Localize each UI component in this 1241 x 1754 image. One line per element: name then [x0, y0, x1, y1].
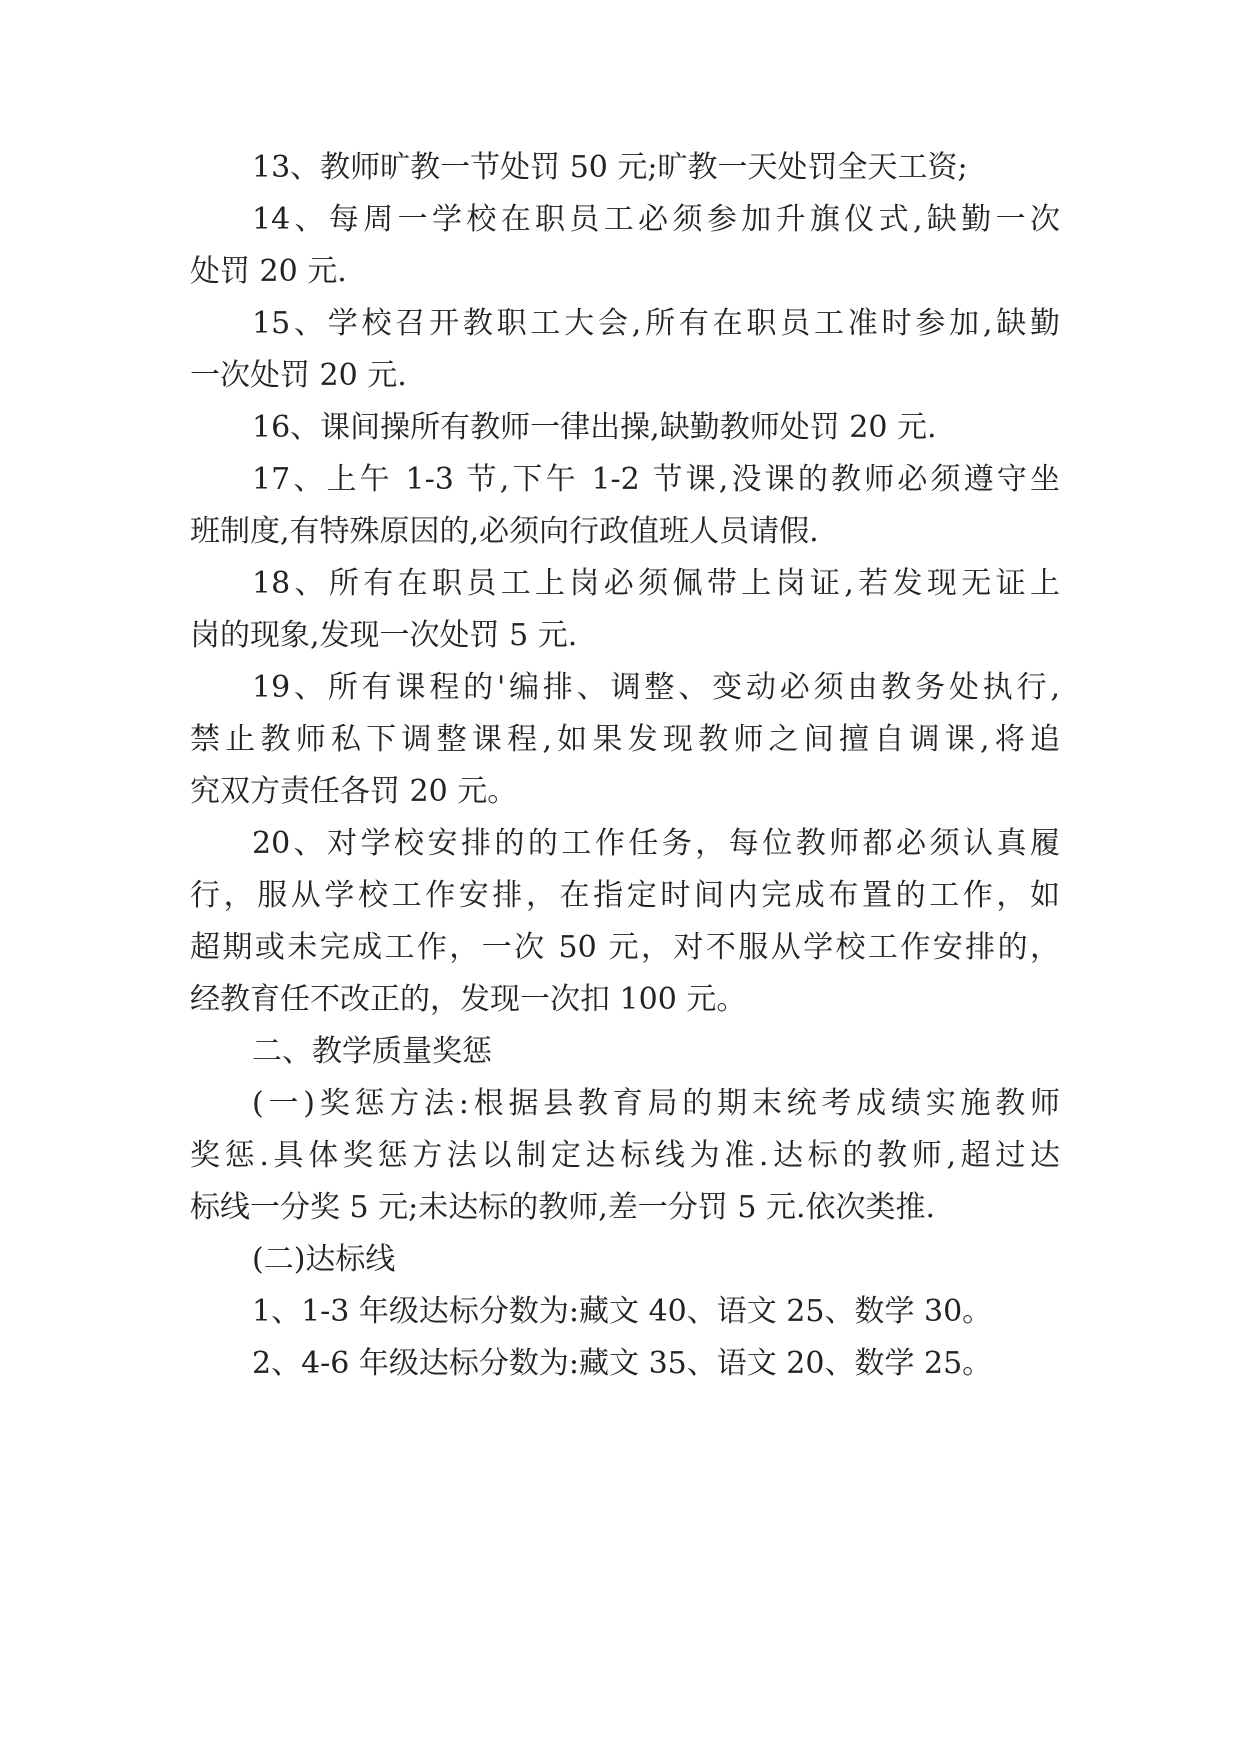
- section-heading: 二、教学质量奖惩: [252, 1034, 492, 1069]
- rule-19-line-2: 禁止教师私下调整课程,如果发现教师之间擅自调课,将追: [190, 722, 1060, 757]
- rule-20-line-2: 行，服从学校工作安排，在指定时间内完成布置的工作，如: [190, 878, 1060, 913]
- reward-method-line-1: (一)奖惩方法:根据县教育局的期末统考成绩实施教师: [252, 1086, 1060, 1121]
- rule-14-line-1: 14、每周一学校在职员工必须参加升旗仪式,缺勤一次: [252, 202, 1060, 237]
- standard-grade-4-6: 2、4-6 年级达标分数为:藏文 35、语文 20、数学 25。: [252, 1346, 993, 1381]
- reward-method-line-2: 奖惩.具体奖惩方法以制定达标线为准.达标的教师,超过达: [190, 1138, 1060, 1173]
- rule-19-line-3: 究双方责任各罚 20 元。: [190, 774, 518, 809]
- rule-14-line-2: 处罚 20 元.: [190, 254, 347, 289]
- rule-20-line-1: 20、对学校安排的的工作任务，每位教师都必须认真履: [252, 826, 1060, 861]
- rule-16-line: 16、课间操所有教师一律出操,缺勤教师处罚 20 元.: [252, 410, 937, 445]
- rule-15-line-2: 一次处罚 20 元.: [190, 358, 407, 393]
- rule-17-line-2: 班制度,有特殊原因的,必须向行政值班人员请假.: [190, 514, 819, 549]
- rule-18-line-2: 岗的现象,发现一次处罚 5 元.: [190, 618, 578, 653]
- standard-heading: (二)达标线: [252, 1242, 396, 1277]
- rule-17-line-1: 17、上午 1-3 节,下午 1-2 节课,没课的教师必须遵守坐: [252, 462, 1060, 497]
- rule-19-line-1: 19、所有课程的'编排、调整、变动必须由教务处执行,: [252, 670, 1060, 705]
- rule-20-line-4: 经教育任不改正的，发现一次扣 100 元。: [190, 982, 747, 1017]
- standard-grade-1-3: 1、1-3 年级达标分数为:藏文 40、语文 25、数学 30。: [252, 1294, 993, 1329]
- rule-20-line-3: 超期或未完成工作，一次 50 元，对不服从学校工作安排的，: [190, 930, 1060, 965]
- rule-13-line: 13、教师旷教一节处罚 50 元;旷教一天处罚全天工资;: [252, 150, 968, 185]
- rule-18-line-1: 18、所有在职员工上岗必须佩带上岗证,若发现无证上: [252, 566, 1060, 601]
- reward-method-line-3: 标线一分奖 5 元;未达标的教师,差一分罚 5 元.依次类推.: [190, 1190, 936, 1225]
- rule-15-line-1: 15、学校召开教职工大会,所有在职员工准时参加,缺勤: [252, 306, 1060, 341]
